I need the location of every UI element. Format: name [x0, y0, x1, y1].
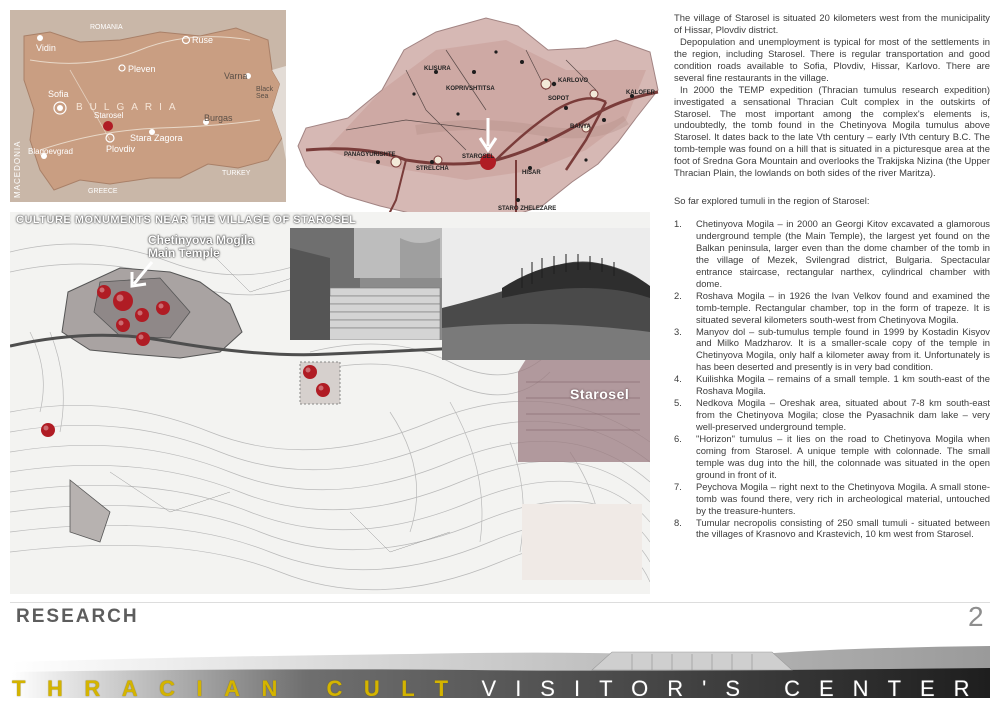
town-koprivshtitsa: KOPRIVSHTITSA	[446, 86, 495, 92]
tumuli-list	[674, 218, 990, 540]
regional-road-map	[286, 10, 664, 242]
list-item-number: 1.	[674, 218, 682, 230]
topographic-monuments-map	[10, 212, 650, 594]
page-number: 2	[968, 601, 984, 632]
town-sopot: SOPOT	[548, 96, 570, 102]
region-map-graphic	[286, 10, 664, 242]
starosel-village-label: Starosel	[570, 386, 630, 402]
town-staro-zhelezare: STARO ZHELEZARE	[498, 206, 557, 212]
list-item-text: "Horizon" tumulus – it lies on the road to Chetinyova Mogila when coming from Starosel. A unique temple with colonnade. The small temple was dug into the hill, the colonnade was situated in the open ground in front of it.	[696, 432, 990, 480]
label-greece: GREECE	[88, 188, 118, 195]
label-romania: ROMANIA	[90, 24, 123, 31]
label-black-sea: Black Sea	[256, 86, 274, 100]
list-item-number: 5.	[674, 397, 682, 409]
city-vidin: Vidin	[36, 43, 56, 53]
tomb-staircase-photo	[290, 228, 442, 340]
city-plovdiv: Plovdiv	[106, 144, 136, 154]
list-item	[674, 326, 990, 374]
town-panagyurishte: PANAGYURISHTE	[344, 152, 396, 158]
list-item	[674, 517, 990, 541]
list-item	[674, 373, 990, 397]
town-hisar: HISAR	[522, 170, 541, 176]
list-item-text: Kuilishka Mogila – remains of a small temple. 1 km south-east of the Roshava Mogila.	[696, 373, 990, 397]
section-heading: RESEARCH	[16, 606, 139, 627]
list-item-text: Nedkova Mogila – Oreshak area, situated about 7-8 km south-east from the Chetinyova Mogila; close the Pyasachnik dam lake – very well-preserved underground temple.	[696, 397, 990, 432]
city-sofia: Sofia	[48, 89, 69, 99]
town-starosel: STAROSEL	[462, 154, 495, 160]
list-item-number: 8.	[674, 516, 682, 528]
city-varna: Varna	[224, 71, 248, 81]
label-bulgaria: BULGARIA	[76, 102, 183, 113]
title-thracian-cult: THRACIAN CULT	[12, 676, 470, 701]
tumuli-list-heading: So far explored tumuli in the region of Starosel:	[674, 195, 870, 207]
town-strelcha: STRELCHA	[416, 166, 449, 172]
list-item	[674, 218, 990, 290]
topo-map-title: CULTURE MONUMENTS NEAR THE VILLAGE OF STAROSEL	[16, 214, 357, 226]
town-kalofer: KALOFER	[626, 90, 655, 96]
city-blagoevgrad: Blagoevgrad	[28, 147, 73, 156]
list-item-text: Peychova Mogila – right next to the Chetinyova Mogila. A small stone-tomb was found there, very rich in archeological material, untouched by the treasure-hunters.	[696, 480, 990, 516]
list-item	[674, 290, 990, 326]
list-item	[674, 397, 990, 433]
city-burgas: Burgas	[204, 113, 233, 123]
city-starosel: Starosel	[94, 111, 124, 120]
list-item-number: 4.	[674, 373, 682, 385]
intro-paragraph-2: Depopulation and unemployment is typical for most of the settlements in the region, including Starosel. There is regular transportation and good condition roads available to Sofia, Plovdiv, Hissar, Karlovo. There are several fine restaurants in the village.	[674, 35, 990, 83]
intro-paragraph-3: In 2000 the TEMP expedition (Thracian tumulus research expedition) investigated a sensational Thracian Cult complex in the outskirts of Starosel. The most important among the complex's elements is, undoubtedly, the tomb found in the Chetinyova Mogila tumulus above Starosel. It dates back to the late Vth century – early IVth century B.C. The tomb-temple was found on a hill that is situated in a picturesque area at the foot of Sredna Gora Mountain and overlooks the Trakijska Nizina (the Upper Thracian Plain, the lowlands on both sides of the river Maritza).	[674, 83, 990, 179]
city-ruse: Ruse	[192, 35, 214, 45]
city-stara-zagora: Stara Zagora	[130, 133, 183, 143]
label-macedonia: MACEDONIA	[13, 140, 22, 198]
country-location-map	[10, 10, 286, 202]
list-item-number: 3.	[674, 325, 682, 337]
list-item-number: 7.	[674, 480, 682, 492]
city-pleven: Pleven	[128, 64, 156, 74]
list-item-text: Tumular necropolis consisting of 250 small tumuli - situated between the villages of Krasnovo and Krastevich, 10 km west from Starosel.	[696, 516, 990, 540]
list-item-number: 6.	[674, 432, 682, 444]
town-banya: BANYA	[570, 124, 591, 130]
list-item-text: Chetinyova Mogila – in 2000 an Georgi Kitov excavated a glamorous underground temple (the Main Temple), the largest yet found on the Balkan peninsula, larger even than the dome chamber of the tomb in the village of Mezek, Svilengrad district, Bulgaria. Spectacular entrance staircase, rectangular narthex, cylindrical chamber with dome.	[696, 218, 990, 289]
list-item	[674, 433, 990, 481]
list-item-number: 2.	[674, 289, 682, 301]
list-item	[674, 481, 990, 517]
list-item-text: Manyov dol – sub-tumulus temple found in 1999 by Kostadin Kisyov and Milko Madzharov. It is a smaller-scale copy of the temple in Chetinyova Mogila, only half a kilometer away from it. Unfortunately is has been deserted and presently is in very bad condition.	[696, 325, 990, 373]
main-temple-label: Chetinyova Mogila Main Temple	[148, 233, 255, 260]
description-text-column	[674, 12, 990, 540]
poster-title	[12, 676, 990, 702]
title-visitors-center: VISITOR'S CENTER	[481, 676, 989, 701]
intro-paragraph-1: The village of Starosel is situated 20 kilometers west from the municipality of Hissar, Plovdiv district.	[674, 12, 990, 35]
list-item-text: Roshava Mogila – in 1926 the Ivan Velkov found and examined the tomb-temple. Rectangular chamber, top in the form of trapeze. It is situated several kilometers south-west from Chetinyova Mogila.	[696, 289, 990, 325]
tumulus-mound-photo	[442, 228, 650, 360]
footer-divider	[10, 602, 990, 603]
town-klisura: KLISURA	[424, 66, 451, 72]
town-karlovo: KARLOVO	[558, 78, 588, 84]
label-turkey: TURKEY	[222, 170, 251, 177]
